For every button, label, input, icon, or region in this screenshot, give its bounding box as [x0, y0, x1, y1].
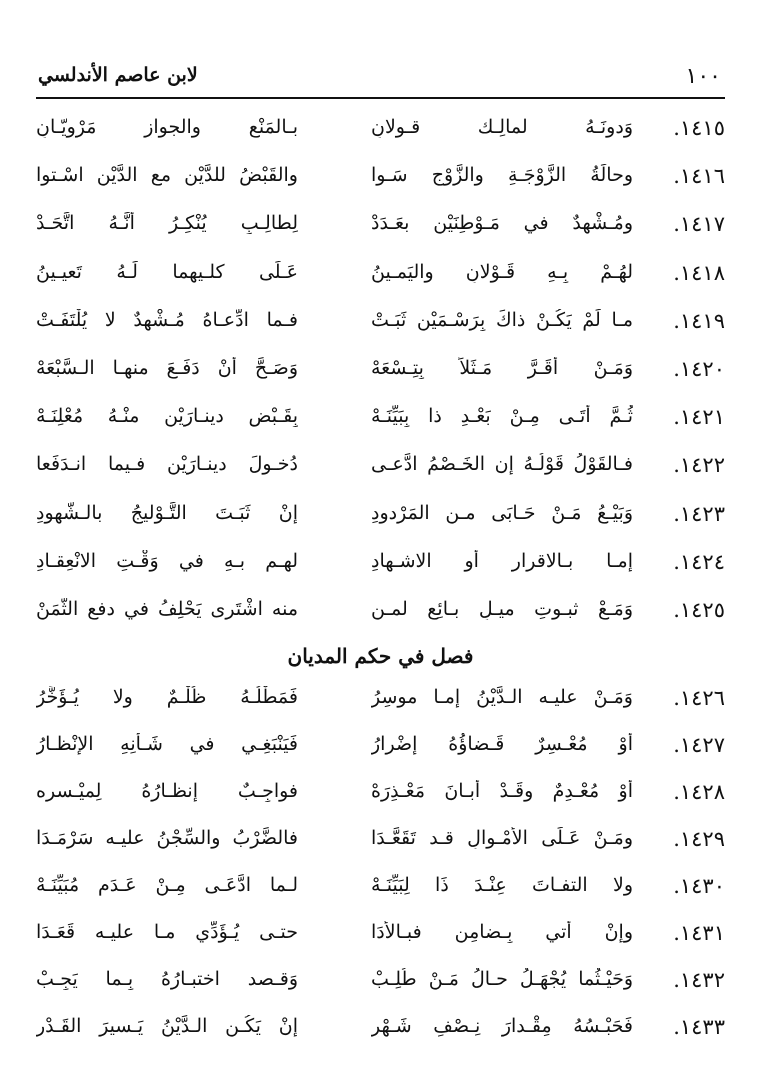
second-hemistich: فَيَنْبَغِـي في شَـأْنِهِ الإنْظـارُ [36, 733, 298, 755]
verse-line [36, 498, 725, 542]
verse-number: ١٤١٨. [673, 260, 725, 285]
verse-number: ١٤٢٤. [673, 549, 725, 574]
verse-line [36, 449, 725, 493]
verse-number: ١٤١٩. [673, 308, 725, 333]
first-hemistich: ولا التفـاتَ عِنْـدَ ذَا لِبَيِّنَـهْ [371, 874, 633, 896]
header-rule [36, 97, 725, 99]
first-hemistich: وَحَيْـثُما يُجْهَـلُ حـالُ مَـنْ طُلِـبْ [371, 968, 633, 990]
first-hemistich: وَبَيْـعُ مَـنْ حَـابَى مـن المَرْدودِ [371, 501, 633, 524]
second-hemistich: منه اشْتَرى يَحْلِفُ في دفعِ الثَّمَنْ [36, 598, 298, 620]
first-hemistich: مـا لَمْ يَكُـنْ ذاكَ بِرَسْـمَيْنِ ثَبَـتْ [371, 308, 633, 331]
first-hemistich: أوْ مُعْـسِرٌ قَـضاؤُهُ إضْرارُ [371, 733, 633, 755]
first-hemistich: وإنْ أتي بِـضامِنٍ فبـالأدَا [371, 921, 633, 943]
verse-number: ١٤٢٦. [673, 686, 725, 710]
verse-line [36, 353, 725, 397]
verse-number: ١٤٢٢. [673, 453, 725, 478]
first-hemistich: ثُـمَّ أَتَـى مِـنْ بَعْـدِ ذا بِبَيِّنَـهْ [371, 405, 633, 428]
page-header [36, 62, 725, 98]
second-hemistich: فَمَطْلُـهُ ظُلْـمٌ ولا يُـؤَخَّرُ [36, 686, 298, 708]
verse-line [36, 823, 725, 867]
second-hemistich: فالضَّرْبُ والسِّجْنُ عليـه سَرْمَـدَا [36, 827, 298, 849]
verse-number: ١٤٢١. [673, 405, 725, 430]
page-number: ١٠٠ [685, 64, 721, 89]
verse-number: ١٤٣٣. [673, 1015, 725, 1039]
second-hemistich: لِطالِـبٍ يُنْكِـرُ أنَّـهُ اتَّحَـدْ [36, 212, 298, 235]
verse-number: ١٤٣١. [673, 921, 725, 945]
verse-line [36, 257, 725, 301]
verse-line [36, 964, 725, 1008]
first-hemistich: أوْ مُعْـدِمٌ وقَـدْ أَبـانَ مَعْـذِرَهْ [371, 780, 633, 802]
verse-number: ١٤٢٥. [673, 598, 725, 622]
second-hemistich: لـما ادَّعَـى مِـنْ عَـدَمٍ مُبَيِّنَـهْ [36, 874, 298, 896]
first-hemistich: ومَـنْ عَـلَى الأَمْـوالِ قـد تَقَعَّـدَا [371, 827, 633, 849]
verse-number: ١٤١٧. [673, 212, 725, 237]
second-hemistich: إنْ يَكُـنِ الـدَّيْنُ يَـسيرَ القَـدْرِ [36, 1015, 298, 1037]
verse-line [36, 160, 725, 204]
verse-line [36, 112, 725, 156]
first-hemistich: ومُـشْهِدٌ في مَـوْطِنَيْنِ بعَـدَدْ [371, 212, 633, 235]
first-hemistich: لهُـمْ بِـهِ قَـوْلانِ واليَمـينُ [371, 260, 633, 283]
second-hemistich: والقَبْضُ للدَّيْنِ مع الدَّيْنِ اسْـتوا [36, 164, 298, 187]
verse-line [36, 682, 725, 726]
verse-line [36, 870, 725, 914]
first-hemistich: وحالَةُ الزَّوْجَـةِ والزَّوْجِ سَـوا [371, 164, 633, 187]
verse-number: ١٤٢٨. [673, 780, 725, 804]
verse-number: ١٤٣٢. [673, 968, 725, 992]
first-hemistich: وَمَـنْ أَقَـرَّ مَـثَلاً بِتِـسْعَهْ [371, 357, 633, 379]
second-hemistich: عَـلَى كلـيهِما لَـهُ تَعيـينُ [36, 260, 298, 283]
second-hemistich: وَصَـحَّ أنْ دَفَـعَ منهـا الـسَّبْعَهْ [36, 357, 298, 379]
verse-line [36, 401, 725, 445]
second-hemistich: حتـى يُـؤَدِّي مـا عليـه قَعَـدَا [36, 921, 298, 943]
verse-line [36, 594, 725, 638]
verse-number: ١٤٢٣. [673, 501, 725, 526]
verse-line [36, 1011, 725, 1055]
second-hemistich: إنْ ثَبَـتَ التَّـوْليجُ بالـشُّهودِ [36, 501, 298, 524]
second-hemistich: فواجِـبٌ إنظـارُهُ لِميْـسره [36, 780, 298, 802]
first-hemistich: وَدونَـهُ لمالِـك قـولانِ [371, 116, 633, 138]
verse-number: ١٤٣٠. [673, 874, 725, 898]
second-hemistich: بـالمَنْعِ والجوازِ مَرْوِيّـانِ [36, 116, 298, 138]
first-hemistich: وَمَـعْ ثبـوتِ ميـلِ بـائِعٍ لمـن [371, 598, 633, 620]
second-hemistich: دُخـولَ دينـارَيْنِ فـيما انـدَفَعا [36, 453, 298, 476]
verse-line [36, 208, 725, 252]
second-hemistich: لهـم بـهِ في وَقْـتِ الانْعِقـادِ [36, 549, 298, 572]
verse-number: ١٤١٦. [673, 164, 725, 189]
second-hemistich: بِقَـبْضِ دينـارَيْنِ منْـهُ مُعْلِنَـهْ [36, 405, 298, 428]
second-hemistich: فـما ادِّعـاهُ مُـشْهِدٌ لا يُلْتَفَـتْ [36, 308, 298, 331]
first-hemistich: فَحَبْـسُهُ مِقْـدارَ نِـصْفِ شَـهْرِ [371, 1015, 633, 1037]
verse-number: ١٤١٥. [673, 116, 725, 140]
verse-line [36, 546, 725, 590]
verse-line [36, 776, 725, 820]
verse-number: ١٤٢٩. [673, 827, 725, 851]
second-hemistich: وَقـصد اختبـارُهُ بِـما يَجِـبْ [36, 968, 298, 990]
verse-line [36, 917, 725, 961]
first-hemistich: وَمَـنْ عليـه الـدَّيْنُ إمـا موسِرُ [371, 686, 633, 708]
verse-number: ١٤٢٧. [673, 733, 725, 757]
section-title: فصل في حكم المديان [287, 644, 474, 668]
first-hemistich: فـالقَوْلُ قَوْلُـهُ إن الخَـصْمُ ادَّعـى [371, 453, 633, 476]
verse-number: ١٤٢٠. [673, 357, 725, 381]
verse-line [36, 729, 725, 773]
running-title: لابن عاصم الأندلسي [38, 64, 198, 86]
verse-line [36, 305, 725, 349]
first-hemistich: إمـا بـالاقرار أو الاشـهادِ [371, 549, 633, 572]
